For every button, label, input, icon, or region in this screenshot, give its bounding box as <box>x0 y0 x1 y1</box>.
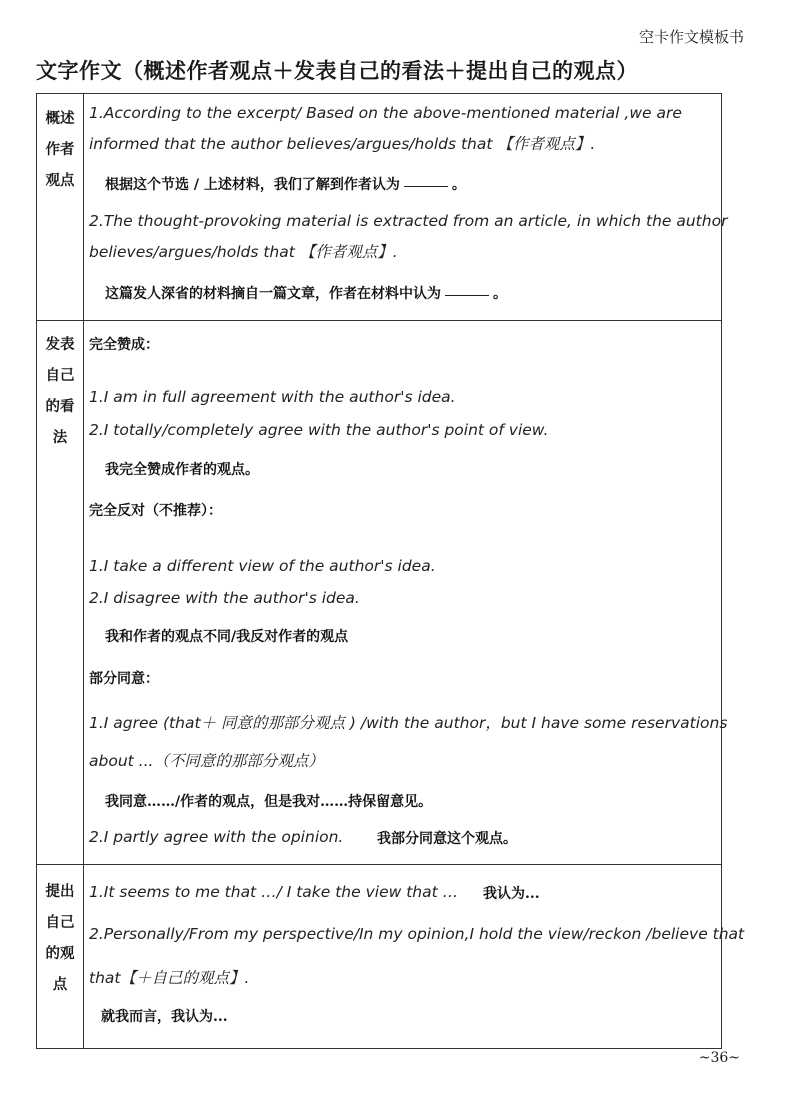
summary-item-1-line1: 1.According to the excerpt/ Based on the above-mentioned material ,we are <box>89 104 682 122</box>
template-table <box>36 93 745 1049</box>
agree-heading: 完全赞成： <box>89 337 159 353</box>
row-divider <box>37 320 721 321</box>
propose-cn: 就我而言，我认为... <box>101 1009 228 1025</box>
partial-heading: 部分同意： <box>89 671 159 687</box>
agree-cn: 我完全赞成作者的观点。 <box>105 462 259 478</box>
summary-item-1-line2: informed that the author believes/argues/holds that 【作者观点】. <box>89 135 596 153</box>
section-label-propose: 提出 自己 的观 点 <box>45 884 75 993</box>
disagree-item-2: 2.I disagree with the author's idea. <box>89 589 360 607</box>
row-divider <box>37 864 721 865</box>
summary-item-1-cn: 根据这个节选 / 上述材料，我们了解到作者认为 。 <box>105 177 466 193</box>
disagree-heading: 完全反对（不推荐）： <box>89 503 222 519</box>
section-label-summary: 概述 作者 观点 <box>45 111 75 189</box>
agree-item-2: 2.I totally/completely agree with the author's point of view. <box>89 421 549 439</box>
summary-item-2-line2: believes/argues/holds that 【作者观点】. <box>89 243 398 261</box>
partial-line3-cn: 我部分同意这个观点。 <box>377 831 517 847</box>
propose-item-2-line1: 2.Personally/From my perspective/In my opinion,I hold the view/reckon /believe that <box>89 925 745 943</box>
summary-item-2-cn: 这篇发人深省的材料摘自一篇文章，作者在材料中认为 。 <box>105 286 507 302</box>
section-label-opinion: 发表 自己 的看 法 <box>45 337 75 446</box>
propose-item-2-line2: that【＋自己的观点】. <box>89 969 250 987</box>
partial-line3-en: 2.I partly agree with the opinion. <box>89 828 344 846</box>
summary-item-2-line1: 2.The thought-provoking material is extracted from an article, in which the author <box>89 212 728 230</box>
disagree-cn: 我和作者的观点不同/我反对作者的观点 <box>105 629 349 645</box>
agree-item-1: 1.I am in full agreement with the author's idea. <box>89 388 456 406</box>
partial-line2: about ...（不同意的那部分观点） <box>89 752 324 770</box>
propose-item-1-cn: 我认为... <box>483 886 540 902</box>
column-divider <box>83 94 84 1048</box>
page-title: 文字作文（概述作者观点＋发表自己的看法＋提出自己的观点） <box>36 59 638 83</box>
disagree-item-1: 1.I take a different view of the author's idea. <box>89 557 436 575</box>
propose-item-1-en: 1.It seems to me that …/ I take the view that … <box>89 883 459 901</box>
page-number: ~36~ <box>698 1050 740 1066</box>
partial-cn: 我同意……/作者的观点，但是我对……持保留意见。 <box>105 794 433 810</box>
partial-line1: 1.I agree (that＋ 同意的那部分观点 ) /with the author，but I have some reservations <box>89 714 728 732</box>
book-title: 空卡作文模板书 <box>638 28 744 46</box>
